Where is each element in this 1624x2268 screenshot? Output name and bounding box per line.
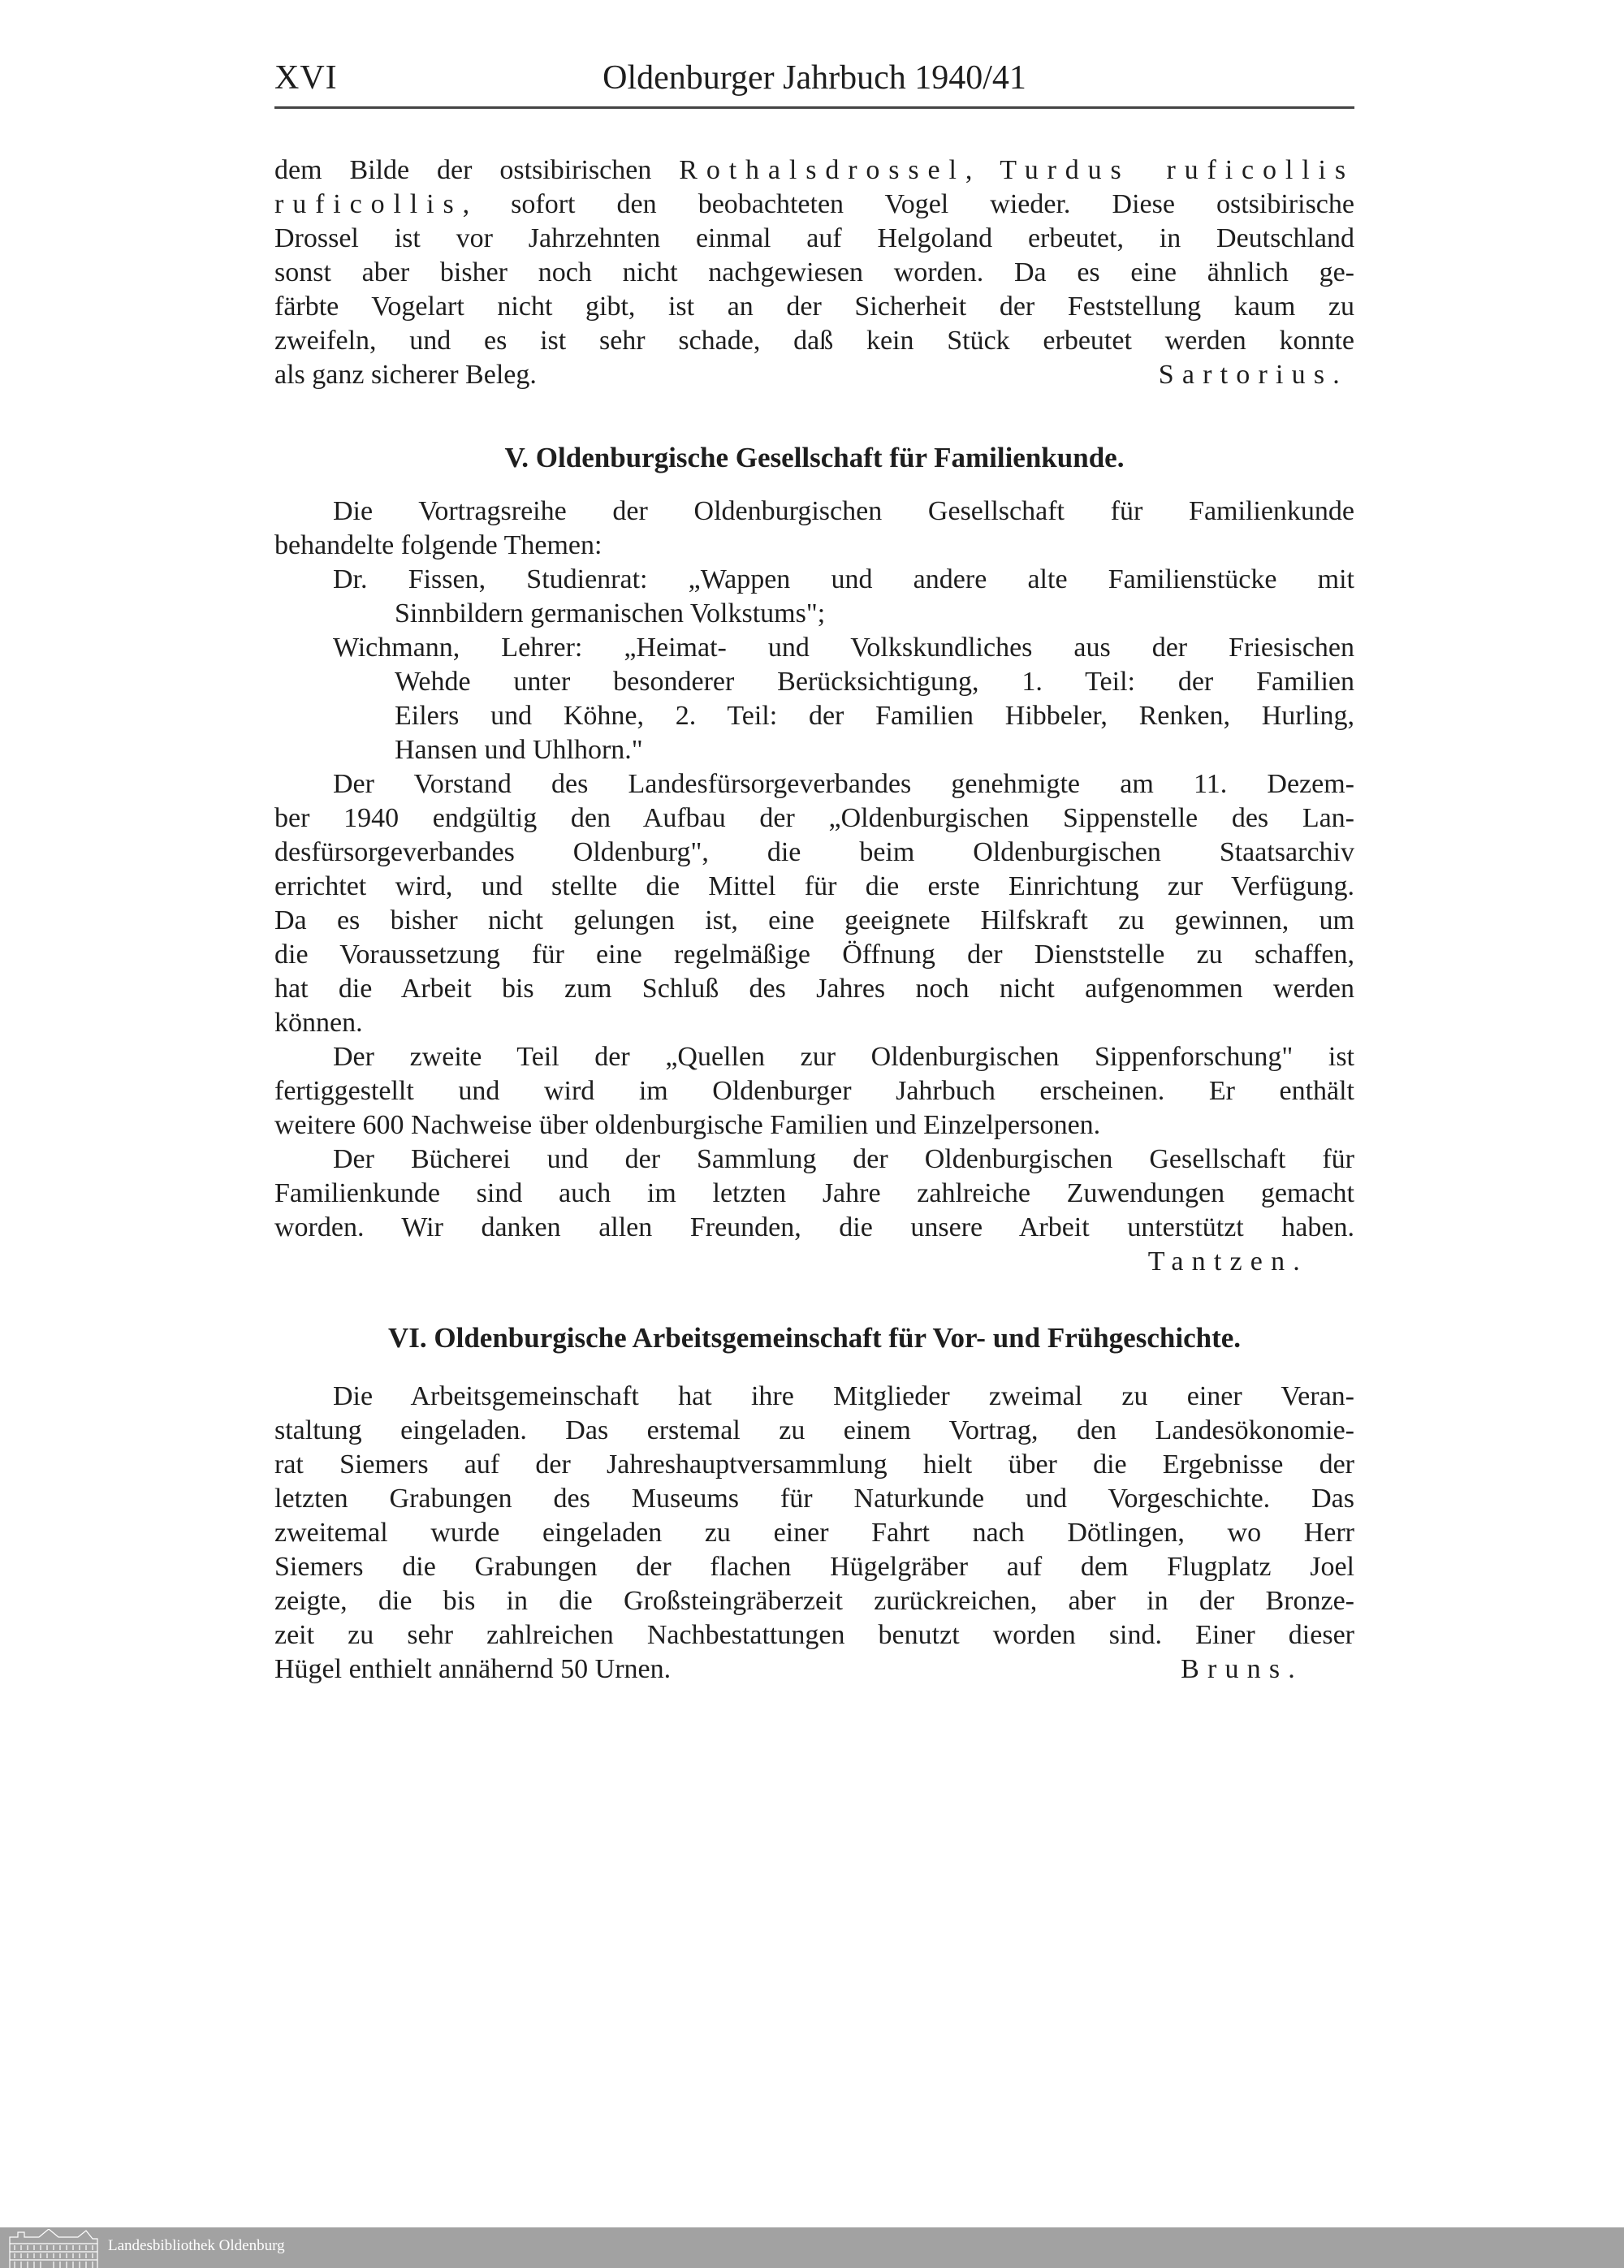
text-segment: staltung eingeladen. Das erstemal zu einem Vortrag, den Landesökonomie- (274, 1415, 1354, 1445)
page-number: XVI (274, 59, 338, 97)
text-segment: zeit zu sehr zahlreichen Nachbestattungen benutzt worden sind. Einer dieser (274, 1620, 1354, 1650)
text-segment: Der Vorstand des Landesfürsorgeverbandes genehmigte am 11. Dezem- (333, 769, 1354, 799)
text-line (274, 1143, 1354, 1177)
text-segment: hat die Arbeit bis zum Schluß des Jahres noch nicht aufgenommen werden (274, 974, 1354, 1004)
section-s6 (274, 1321, 1354, 1687)
text-line (274, 597, 1354, 631)
text-segment: weitere 600 Nachweise über oldenburgische Familien und Einzelpersonen. (274, 1110, 1101, 1140)
text-segment: Eilers und Köhne, 2. Teil: der Familien Hibbeler, Renken, Hurling, (395, 701, 1354, 731)
spaced-emphasis: Rothalsdrossel (679, 155, 965, 185)
text-segment: Sinnbildern germanischen Volkstums"; (395, 598, 826, 629)
text-segment: können. (274, 1008, 363, 1038)
text-line (274, 529, 1354, 563)
text-line (274, 801, 1354, 836)
text-line (274, 1652, 1354, 1687)
text-line: als ganz sicherer Beleg. (274, 360, 537, 390)
text-line (274, 665, 1354, 699)
text-segment: Drossel ist vor Jahrzehnten einmal auf Helgoland erbeutet, in Deutschland (274, 223, 1354, 253)
library-name: Landesbibliothek Oldenburg (108, 2237, 285, 2254)
header-rule (274, 106, 1354, 109)
section-heading: V. Oldenburgische Gesellschaft für Familienkunde. (504, 442, 1125, 473)
text-line (274, 188, 1354, 222)
text-segment: die Voraussetzung für eine regelmäßige Öffnung der Dienststelle zu schaffen, (274, 940, 1354, 970)
text-line (274, 1516, 1354, 1550)
text-line (274, 1006, 1354, 1040)
text-line (274, 1108, 1354, 1143)
text-line (274, 153, 1354, 188)
text-segment: sonst aber bisher noch nicht nachgewiesen worden. Da es eine ähnlich ge- (274, 257, 1354, 287)
text-segment: Siemers die Grabungen der flachen Hügelgräber auf dem Flugplatz Joel (274, 1552, 1354, 1582)
text-line (274, 699, 1354, 733)
text-line (274, 1245, 1354, 1279)
text-line (274, 495, 1354, 529)
text-line (274, 904, 1354, 938)
text-segment: Wehde unter besonderer Berücksichtigung, 1. Teil: der Familien (395, 667, 1354, 697)
text-line (274, 767, 1354, 801)
text-segment: Der zweite Teil der „Quellen zur Oldenburgischen Sippenforschung" ist (333, 1042, 1354, 1072)
text-segment: Familienkunde sind auch im letzten Jahre zahlreiche Zuwendungen gemacht (274, 1178, 1354, 1208)
text-segment: Der Bücherei und der Sammlung der Oldenburgischen Gesellschaft für (333, 1144, 1354, 1174)
text-line (274, 938, 1354, 972)
text-segment: zweifeln, und es ist sehr schade, daß kein Stück erbeutet werden konnte (274, 326, 1354, 356)
text-segment: ber 1940 endgültig den Aufbau der „Oldenburgischen Sippenstelle des Lan- (274, 803, 1354, 833)
text-segment: errichtet wird, und stellte die Mittel für die erste Einrichtung zur Verfügung. (274, 871, 1354, 901)
text-segment: Die Arbeitsgemeinschaft hat ihre Mitglieder zweimal zu einer Veran- (333, 1381, 1354, 1411)
text-line (274, 1482, 1354, 1516)
text-segment: desfürsorgeverbandes Oldenburg", die beim Oldenburgischen Staatsarchiv (274, 837, 1354, 867)
text-segment: , (965, 155, 1000, 185)
text-segment: behandelte folgende Themen: (274, 530, 603, 560)
text-segment: Die Vortragsreihe der Oldenburgischen Gesellschaft für Familienkunde (333, 496, 1354, 526)
text-segment: worden. Wir danken allen Freunden, die unsere Arbeit unterstützt haben. (274, 1212, 1354, 1242)
text-segment: Wichmann, Lehrer: „Heimat- und Volkskundliches aus der Friesischen (333, 633, 1354, 663)
text-line (274, 222, 1354, 256)
text-segment: Hansen und Uhlhorn." (395, 735, 643, 765)
text-segment: Da es bisher nicht gelungen ist, eine geeignete Hilfskraft zu gewinnen, um (274, 905, 1354, 935)
text-line (274, 1414, 1354, 1448)
text-line (274, 1584, 1354, 1618)
text-line (274, 256, 1354, 290)
footer-bar (0, 2227, 1624, 2268)
running-title: Oldenburger Jahrbuch 1940/41 (603, 59, 1026, 97)
text-line (274, 358, 1354, 392)
text-segment: dem Bilde der ostsibirischen (274, 155, 680, 185)
text-segment: färbte Vogelart nicht gibt, ist an der Sicherheit der Feststellung kaum zu (274, 292, 1354, 322)
text-line (274, 1550, 1354, 1584)
text-line (274, 972, 1354, 1006)
spaced-emphasis: ruficollis (274, 189, 463, 219)
text-segment: zeigte, die bis in die Großsteingräberzeit zurückreichen, aber in der Bronze- (274, 1586, 1354, 1616)
page-body (274, 153, 1354, 1687)
text-segment: Dr. Fissen, Studienrat: „Wappen und andere alte Familienstücke mit (333, 564, 1354, 594)
text-segment: zweitemal wurde eingeladen zu einer Fahrt nach Dötlingen, wo Herr (274, 1518, 1354, 1548)
text-line (274, 1211, 1354, 1245)
text-line (274, 1177, 1354, 1211)
text-line (274, 290, 1354, 324)
library-building-logo (6, 2229, 101, 2268)
text-segment: letzten Grabungen des Museums für Naturkunde und Vorgeschichte. Das (274, 1484, 1354, 1514)
text-segment: fertiggestellt und wird im Oldenburger Jahrbuch erscheinen. Er enthält (274, 1076, 1354, 1106)
text-segment: rat Siemers auf der Jahreshauptversammlung hielt über die Ergebnisse der (274, 1449, 1354, 1480)
author-signature: Sartorius. (1158, 360, 1348, 390)
section-s0 (274, 153, 1354, 392)
text-line (274, 563, 1354, 597)
text-line: Hügel enthielt annähernd 50 Urnen. (274, 1654, 672, 1684)
text-line (274, 631, 1354, 665)
section-heading: VI. Oldenburgische Arbeitsgemeinschaft für Vor- und Frühgeschichte. (387, 1322, 1242, 1354)
text-line (274, 870, 1354, 904)
spaced-emphasis: Turdus ruficollis (1000, 155, 1354, 185)
text-line (274, 1040, 1354, 1074)
section-s5 (274, 441, 1354, 1279)
text-segment: , sofort den beobachteten Vogel wieder. Diese ostsibirische (462, 189, 1354, 219)
text-line (274, 1380, 1354, 1414)
author-signature: Bruns. (1181, 1654, 1303, 1684)
text-line (274, 1618, 1354, 1652)
author-signature: Tantzen. (1147, 1246, 1308, 1277)
text-line (274, 1074, 1354, 1108)
text-line (274, 733, 1354, 767)
page-header (274, 58, 1354, 104)
text-line (274, 836, 1354, 870)
text-line (274, 1448, 1354, 1482)
text-line (274, 324, 1354, 358)
